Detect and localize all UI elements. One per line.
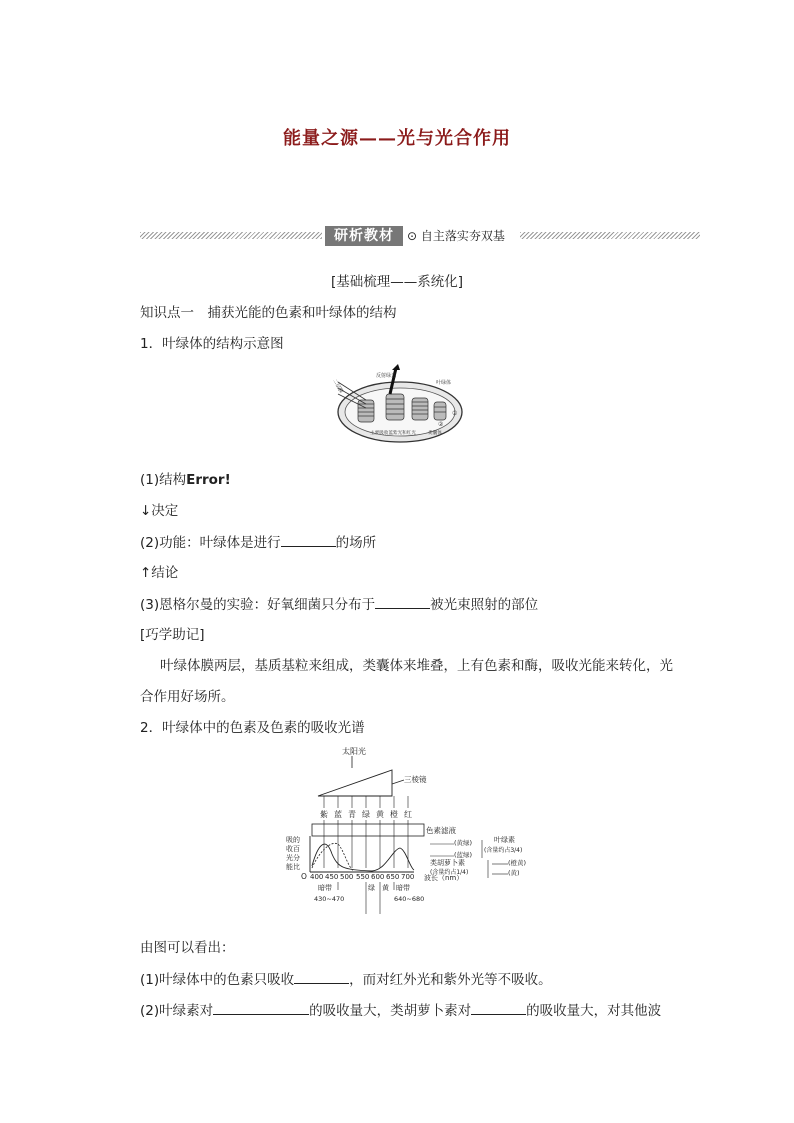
sunlight-label: 太阳光 — [342, 747, 366, 756]
xtick-400: 400 — [310, 873, 324, 881]
orange-yellow-label: (橙黄) — [508, 859, 527, 867]
knowledge-point: 知识点一 捕获光能的色素和叶绿体的结构 — [140, 305, 397, 321]
item2-title: 2．叶绿体中的色素及色素的吸收光谱 — [140, 720, 365, 736]
fig1-marker1: ① — [452, 410, 458, 417]
banner-hatch-right — [520, 232, 700, 239]
engelmann-line — [140, 594, 538, 615]
origin-label: O — [301, 872, 307, 881]
color-label-red: 红 — [404, 810, 412, 819]
ylabel-1: 吸的 — [286, 836, 300, 844]
fig1-bottom-label: 主要吸收蓝紫光和红光 — [370, 431, 416, 436]
fig1-left-label: 二层膜 — [331, 378, 344, 395]
reflect-arrow-head — [392, 364, 400, 370]
obs1-blank — [294, 969, 349, 984]
function-line — [140, 532, 376, 553]
observe-line: 由图可以看出： — [140, 940, 235, 956]
carotenoid-content: (含量约占1/4) — [430, 869, 469, 876]
xtick-550: 550 — [356, 873, 370, 881]
obs2-blank1 — [213, 1000, 309, 1015]
prism-label: 三棱镜 — [404, 775, 427, 784]
xtick-450: 450 — [325, 873, 339, 881]
mid-green-label: 绿 — [368, 884, 375, 892]
engelmann-blank — [375, 594, 430, 609]
obs1-pre: (1)叶绿体中的色素只吸收 — [140, 972, 295, 988]
carotenoid-label: 类胡萝卜素 — [430, 859, 465, 867]
section-banner — [140, 226, 700, 246]
dark-band-2: 暗带 — [396, 884, 410, 892]
chloroplast-figure — [330, 364, 470, 450]
mid-yellow-label: 黄 — [382, 884, 389, 892]
dark-band-1: 暗带 — [318, 884, 332, 892]
yellow-label: (黄) — [508, 869, 520, 877]
structure-error: Error! — [186, 472, 231, 488]
chlorophyll-label: 叶绿素 — [494, 836, 515, 844]
xlabel: 波长（nm） — [424, 874, 464, 882]
section-heading: [基础梳理——系统化] — [330, 274, 464, 290]
color-label-blue: 蓝 — [334, 810, 342, 819]
color-label-green: 绿 — [362, 810, 370, 819]
prism-shape — [318, 770, 392, 796]
obs2-post: 的吸收量大，对其他波 — [526, 1003, 662, 1019]
dark-band-1-range: 430~470 — [314, 895, 345, 903]
engelmann-pre: (3)恩格尔曼的实验：好氧细菌只分布于 — [140, 597, 376, 613]
function-blank — [281, 532, 336, 547]
memo-line2: 合作用好场所。 — [140, 689, 235, 705]
banner-badge: 研析教材 — [325, 226, 403, 246]
chlorophyll-content: (含量约占3/4) — [484, 847, 523, 854]
obs2-mid: 的吸收量大，类胡萝卜素对 — [309, 1003, 472, 1019]
obs1-line — [140, 969, 552, 990]
function-pre: (2)功能：叶绿体是进行 — [140, 535, 281, 551]
chlorophyll-curve — [312, 844, 414, 871]
obs2-line — [140, 1000, 661, 1021]
color-label-orange: 橙 — [390, 810, 398, 819]
color-label-violet: 紫 — [320, 810, 328, 819]
xtick-700: 700 — [401, 873, 415, 881]
filter-label: 色素滤液 — [426, 826, 456, 835]
xtick-600: 600 — [371, 873, 385, 881]
memo-line1: 叶绿体膜两层，基质基粒来组成，类囊体来堆叠，上有色素和酶，吸收光能来转化，光 — [160, 658, 673, 674]
fig1-marker2: ② — [438, 421, 444, 428]
ylabel-4: 能比 — [286, 863, 300, 871]
dispersion-lines — [324, 796, 408, 808]
absorption-spectrum-figure — [282, 744, 542, 920]
ylabel-2: 收百 — [286, 845, 300, 853]
banner-tag: ⊙ 自主落实夯双基 — [407, 227, 511, 245]
banner-hatch-left — [140, 232, 322, 239]
function-post: 的场所 — [335, 535, 377, 551]
obs2-pre: (2)叶绿素对 — [140, 1003, 214, 1019]
prism-leader — [392, 780, 404, 784]
page-title: 能量之源——光与光合作用 — [283, 128, 511, 149]
fig1-right-label: 叶绿体 — [436, 380, 452, 386]
color-label-yellow: 黄 — [376, 810, 384, 819]
filter-box — [312, 824, 424, 836]
structure-line — [140, 470, 231, 490]
xtick-650: 650 — [386, 873, 400, 881]
arrow-up-line: ↑结论 — [140, 565, 179, 581]
fig1-top-label: 反射绿光 — [376, 373, 397, 379]
dark-band-2-range: 640~680 — [394, 895, 425, 903]
chl-a-label: (黄绿) — [454, 839, 473, 847]
ylabel-3: 光分 — [286, 854, 300, 862]
arrow-down-line: ↓决定 — [140, 503, 179, 519]
color-label-cyan: 青 — [348, 810, 356, 819]
memo-heading: [巧学助记] — [140, 627, 205, 643]
structure-prefix: (1)结构 — [140, 472, 187, 488]
color-rays — [324, 820, 408, 868]
obs1-post: ，而对红外光和紫外光等不吸收。 — [349, 972, 552, 988]
fig1-bottom-right-label: 类囊体 — [428, 431, 442, 436]
obs2-blank2 — [471, 1000, 526, 1015]
item1-title: 1．叶绿体的结构示意图 — [140, 336, 284, 352]
xtick-500: 500 — [340, 873, 354, 881]
engelmann-post: 被光束照射的部位 — [430, 597, 539, 613]
chl-b-label: (蓝绿) — [454, 851, 473, 859]
